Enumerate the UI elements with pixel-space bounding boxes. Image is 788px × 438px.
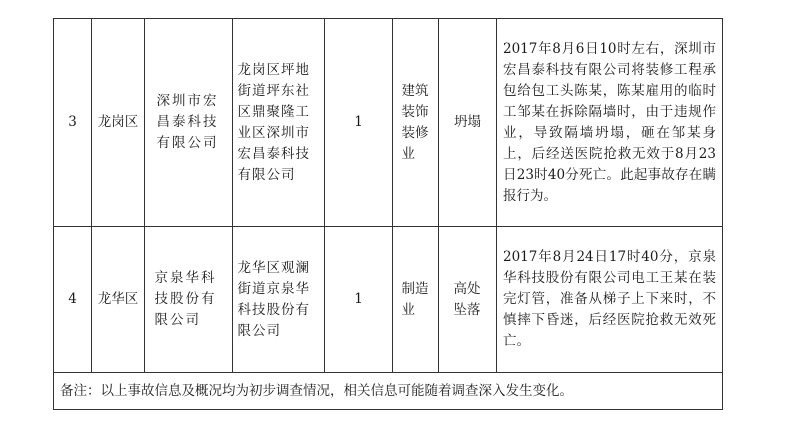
description-cell: 2017年8月6日10时左右，深圳市宏昌泰科技有限公司将装修工程承包给包工头陈某，陈某雇用的临时工邹某在拆除隔墙时，由于违规作业，导致隔墙坍塌，砸在邹某身上，后经送医院抢救无效于8月23日23时40分死亡。此起事故存在瞒报行为。 bbox=[497, 19, 723, 227]
seq-cell: 4 bbox=[54, 227, 92, 373]
accident-type-cell: 高处坠落 bbox=[453, 280, 481, 318]
address-cell: 龙华区观澜街道京泉华科技股份有限公司 bbox=[237, 259, 310, 339]
accident-type-cell: 坍塌 bbox=[439, 19, 497, 227]
deaths-cell: 1 bbox=[325, 19, 393, 227]
industry-cell: 建筑装饰装修业 bbox=[401, 82, 429, 162]
company-cell: 京泉华科技股份有限公司 bbox=[154, 270, 217, 328]
note-text: 备注：以上事故信息及概况均为初步调查情况，相关信息可能随着调查深入发生变化。 bbox=[54, 373, 723, 410]
table-row bbox=[54, 19, 723, 227]
accident-table bbox=[53, 18, 723, 410]
district-cell: 龙岗区 bbox=[92, 19, 145, 227]
district-cell: 龙华区 bbox=[92, 227, 145, 373]
table-row bbox=[54, 227, 723, 373]
company-cell: 深圳市宏昌泰科技有限公司 bbox=[156, 93, 219, 151]
seq-cell: 3 bbox=[54, 19, 92, 227]
deaths-cell: 1 bbox=[325, 227, 393, 373]
industry-cell: 制造业 bbox=[401, 280, 429, 318]
note-row bbox=[54, 373, 723, 410]
description-cell: 2017年8月24日17时40分，京泉华科技股份有限公司电工王某在装完灯管，准备从梯子上下来时，不慎摔下昏迷，后经医院抢救无效死亡。 bbox=[497, 227, 723, 373]
address-cell: 龙岗区坪地街道坪东社区鼎聚隆工业区深圳市宏昌泰科技有限公司 bbox=[237, 61, 310, 183]
